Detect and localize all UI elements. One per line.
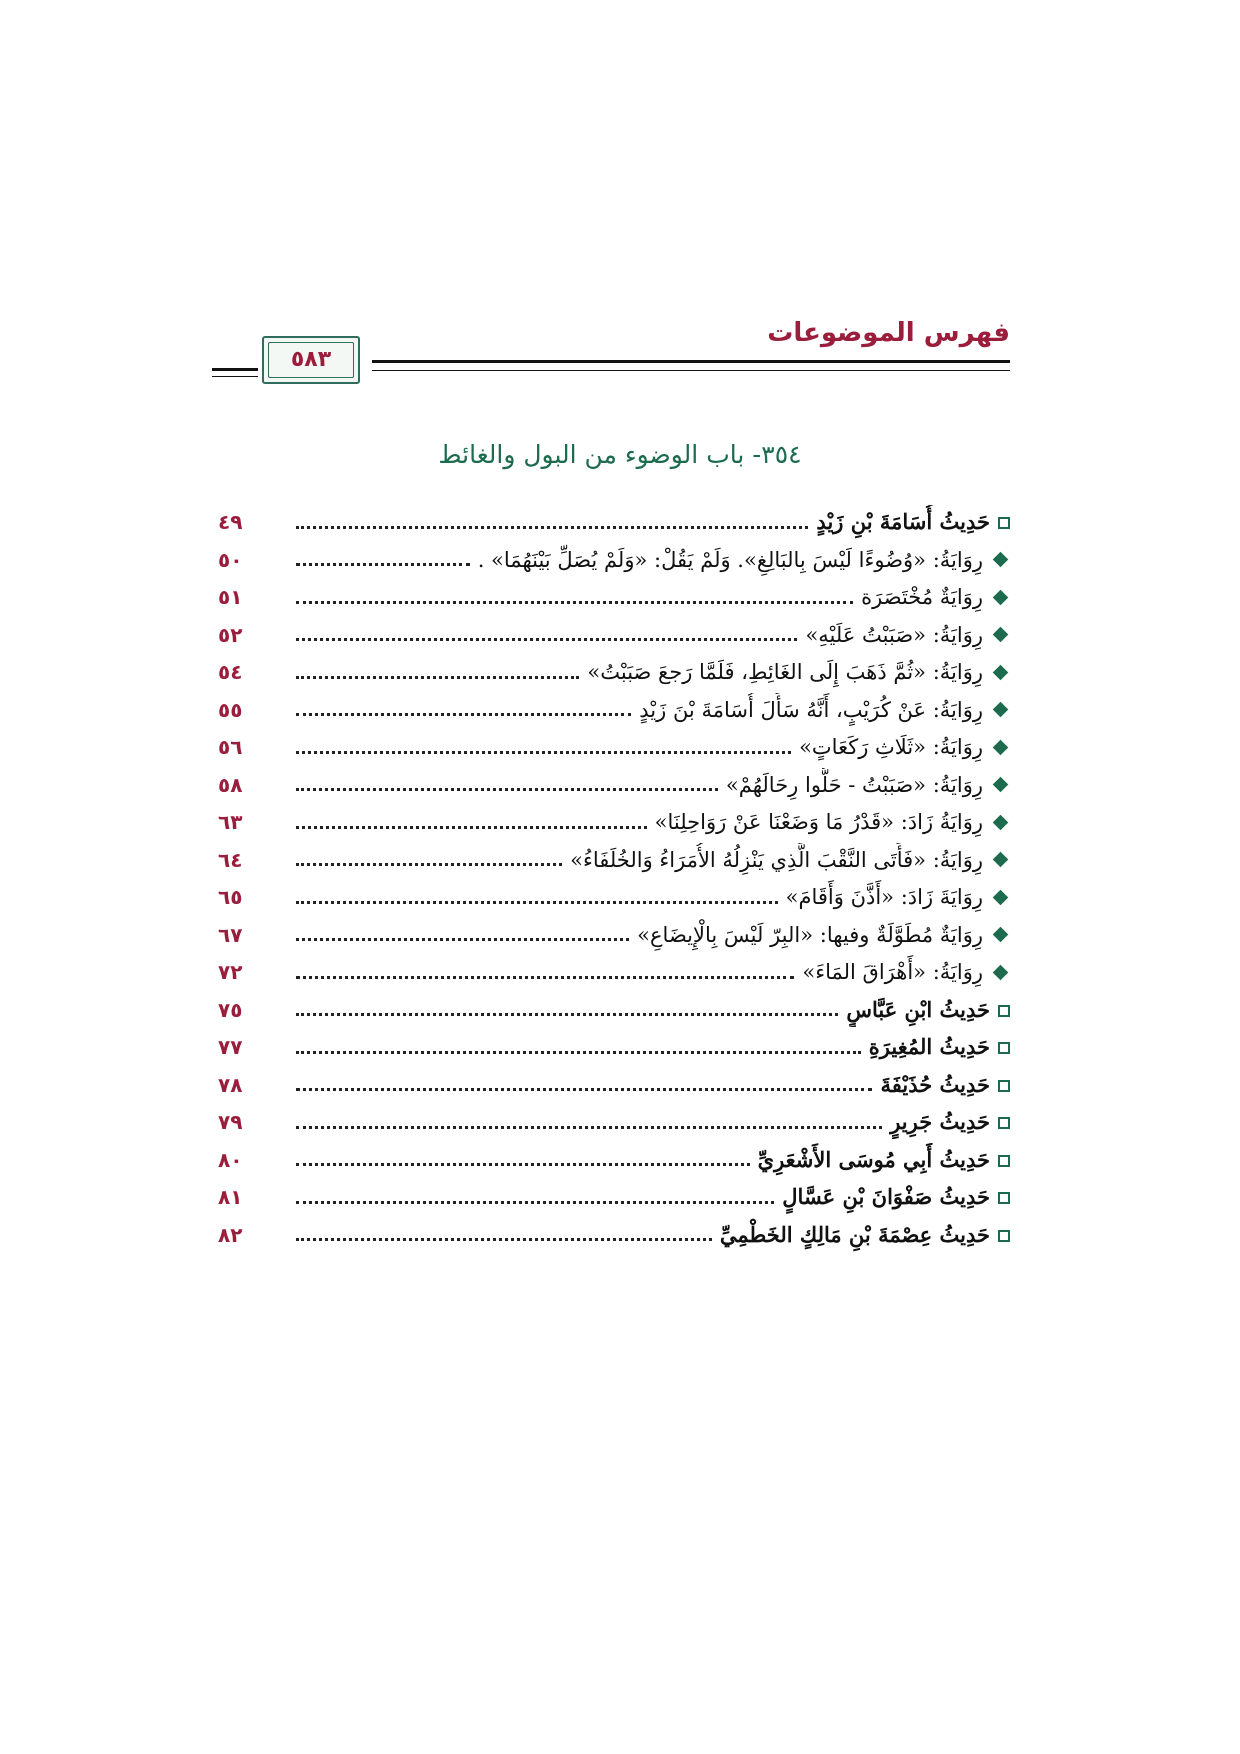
entry-text: رِوَايَةُ: «أَهْرَاقَ المَاءَ»: [802, 960, 983, 984]
toc-entry[interactable]: [218, 843, 1010, 881]
entry-text: حَدِيثُ جَرِيرٍ: [890, 1109, 990, 1134]
dot-leader: [296, 676, 579, 679]
entry-text: حَدِيثُ ابْنِ عَبَّاسٍ: [846, 996, 990, 1022]
toc-entry[interactable]: [218, 1218, 1010, 1256]
entry-page: ٧٨: [218, 1072, 243, 1097]
entry-page: ٧٢: [218, 960, 243, 984]
toc-entry[interactable]: [218, 580, 1010, 618]
dot-leader: [296, 1088, 872, 1091]
entry-text: رِوَايَةُ: «ثُمَّ ذَهَبَ إِلَى الغَائِطِ، فَلَمَّا رَجعَ صَبَبْتُ»: [587, 660, 983, 684]
dot-leader: [296, 901, 778, 904]
dot-leader: [296, 1126, 882, 1129]
page-number: ٥٨٣: [290, 347, 332, 372]
entry-text: حَدِيثُ صَفْوَانَ بْنِ عَسَّالٍ: [782, 1184, 990, 1209]
square-bullet-icon: [998, 1005, 1010, 1017]
entry-text: حَدِيثُ حُذَيْفَةَ: [880, 1071, 990, 1097]
toc-entry[interactable]: [218, 993, 1010, 1031]
dot-leader: [296, 563, 470, 566]
toc-entry[interactable]: [218, 768, 1010, 806]
dot-leader: [296, 976, 794, 979]
toc-entry[interactable]: [218, 730, 1010, 768]
toc-entry[interactable]: [218, 805, 1010, 843]
entry-page: ٥٥: [218, 697, 243, 722]
diamond-bullet-icon: [993, 627, 1009, 643]
entry-page: ٥٠: [218, 547, 243, 572]
entry-page: ٦٣: [218, 810, 243, 834]
toc-entry[interactable]: [218, 505, 1010, 543]
entry-text: رِوَايَةُ: «صَبَبْتُ - حَلُّوا رِحَالَهُمْ»: [725, 772, 983, 797]
entry-page: ٨١: [218, 1185, 243, 1209]
entry-page: ٥٢: [218, 622, 243, 647]
dot-leader: [296, 938, 629, 941]
dot-leader: [296, 751, 791, 754]
entry-text: حَدِيثُ أَبِي مُوسَى الأَشْعَرِيِّ: [757, 1146, 990, 1172]
toc-entry[interactable]: [218, 1143, 1010, 1181]
toc-entry[interactable]: [218, 880, 1010, 918]
entry-text: رِوَايَةُ: «ثَلَاثِ رَكَعَاتٍ»: [799, 735, 983, 759]
entry-text: حَدِيثُ المُغِيرَةِ: [868, 1034, 990, 1059]
chapter-title: ٣٥٤- باب الوضوء من البول والغائط: [438, 440, 802, 469]
entry-page: ٦٧: [218, 922, 243, 947]
toc-entry[interactable]: [218, 693, 1010, 731]
dot-leader: [296, 1201, 774, 1204]
diamond-bullet-icon: [993, 589, 1009, 605]
header-rule-right: [372, 360, 1010, 371]
entry-page: ٥١: [218, 585, 243, 609]
square-bullet-icon: [998, 1155, 1010, 1167]
dot-leader: [296, 1051, 861, 1054]
toc-entry[interactable]: [218, 1068, 1010, 1106]
dot-leader: [296, 638, 797, 641]
entry-text: رِوَايَةُ: «صَبَبْتُ عَلَيْهِ»: [805, 622, 983, 647]
toc-entry[interactable]: [218, 618, 1010, 656]
entry-text: رِوَايَةُ: عَنْ كُرَيْبٍ، أَنَّهُ سَأَلَ أُسَامَةَ بْنَ زَيْدٍ: [639, 697, 983, 722]
diamond-bullet-icon: [993, 739, 1009, 755]
dot-leader: [296, 788, 718, 791]
square-bullet-icon: [998, 1117, 1010, 1129]
diamond-bullet-icon: [993, 964, 1009, 980]
toc-entry[interactable]: [218, 918, 1010, 956]
diamond-bullet-icon: [993, 777, 1009, 793]
diamond-bullet-icon: [993, 889, 1009, 905]
entry-page: ٧٥: [218, 997, 243, 1022]
toc-entry[interactable]: [218, 655, 1010, 693]
dot-leader: [296, 1238, 712, 1241]
diamond-bullet-icon: [993, 702, 1009, 718]
toc-entry[interactable]: [218, 955, 1010, 993]
entry-page: ٦٥: [218, 885, 243, 909]
dot-leader: [296, 601, 853, 604]
entry-page: ٧٩: [218, 1110, 243, 1134]
toc-entry[interactable]: [218, 1105, 1010, 1143]
dot-leader: [296, 863, 562, 866]
running-title: فهرس الموضوعات: [767, 318, 1010, 348]
square-bullet-icon: [998, 1042, 1010, 1054]
entry-page: ٨٠: [218, 1147, 243, 1172]
entry-text: رِوَايَةٌ مُخْتَصَرَة: [861, 585, 983, 609]
entry-page: ٥٨: [218, 772, 243, 797]
entry-page: ٥٦: [218, 735, 243, 759]
dot-leader: [296, 826, 647, 829]
toc-entry[interactable]: [218, 543, 1010, 581]
square-bullet-icon: [998, 1080, 1010, 1092]
entry-text: رِوَايَةٌ مُطَوَّلَةٌ وفيها: «البِرّ لَيْسَ بِالْإِيضَاعِ»: [637, 922, 983, 947]
header-rule-left: [212, 368, 258, 377]
entry-text: رِوَايَةُ: «فَأَتَى النَّقْبَ الَّذِي يَنْزِلُهُ الأُمَرَاءُ وَالخُلَفَاءُ»: [570, 847, 983, 872]
diamond-bullet-icon: [993, 552, 1009, 568]
diamond-bullet-icon: [993, 927, 1009, 943]
entry-page: ٥٤: [218, 660, 243, 684]
square-bullet-icon: [998, 517, 1010, 529]
square-bullet-icon: [998, 1230, 1010, 1242]
entry-text: رِوَايَةُ زَادَ: «قَدْرُ مَا وَضَعْنَا عَنْ رَوَاحِلِنَا»: [654, 810, 983, 834]
entry-page: ٤٩: [218, 510, 243, 534]
dot-leader: [296, 1163, 750, 1166]
diamond-bullet-icon: [993, 664, 1009, 680]
entry-page: ٧٧: [218, 1035, 243, 1059]
toc-entry[interactable]: [218, 1180, 1010, 1218]
table-of-contents: [218, 505, 1010, 1255]
square-bullet-icon: [998, 1192, 1010, 1204]
entry-text: رِوَايَةُ: «وُضُوءًا لَيْسَ بِالبَالِغِ». وَلَمْ يَقُلْ: «وَلَمْ يُصَلِّ بَيْنَهُمَا» .: [477, 547, 983, 572]
entry-text: حَدِيثُ أُسَامَةَ بْنِ زَيْدٍ: [816, 509, 990, 534]
dot-leader: [296, 713, 631, 716]
toc-entry[interactable]: [218, 1030, 1010, 1068]
dot-leader: [296, 526, 808, 529]
diamond-bullet-icon: [993, 814, 1009, 830]
entry-page: ٨٢: [218, 1222, 243, 1247]
entry-text: حَدِيثُ عِصْمَةَ بْنِ مَالِكٍ الخَطْمِيِّ: [719, 1221, 990, 1247]
entry-page: ٦٤: [218, 847, 243, 872]
entry-text: رِوَايَةَ زَادَ: «أَذَّنَ وَأَقَامَ»: [785, 885, 983, 909]
dot-leader: [296, 1013, 838, 1016]
page-number-badge: [262, 336, 360, 384]
diamond-bullet-icon: [993, 852, 1009, 868]
